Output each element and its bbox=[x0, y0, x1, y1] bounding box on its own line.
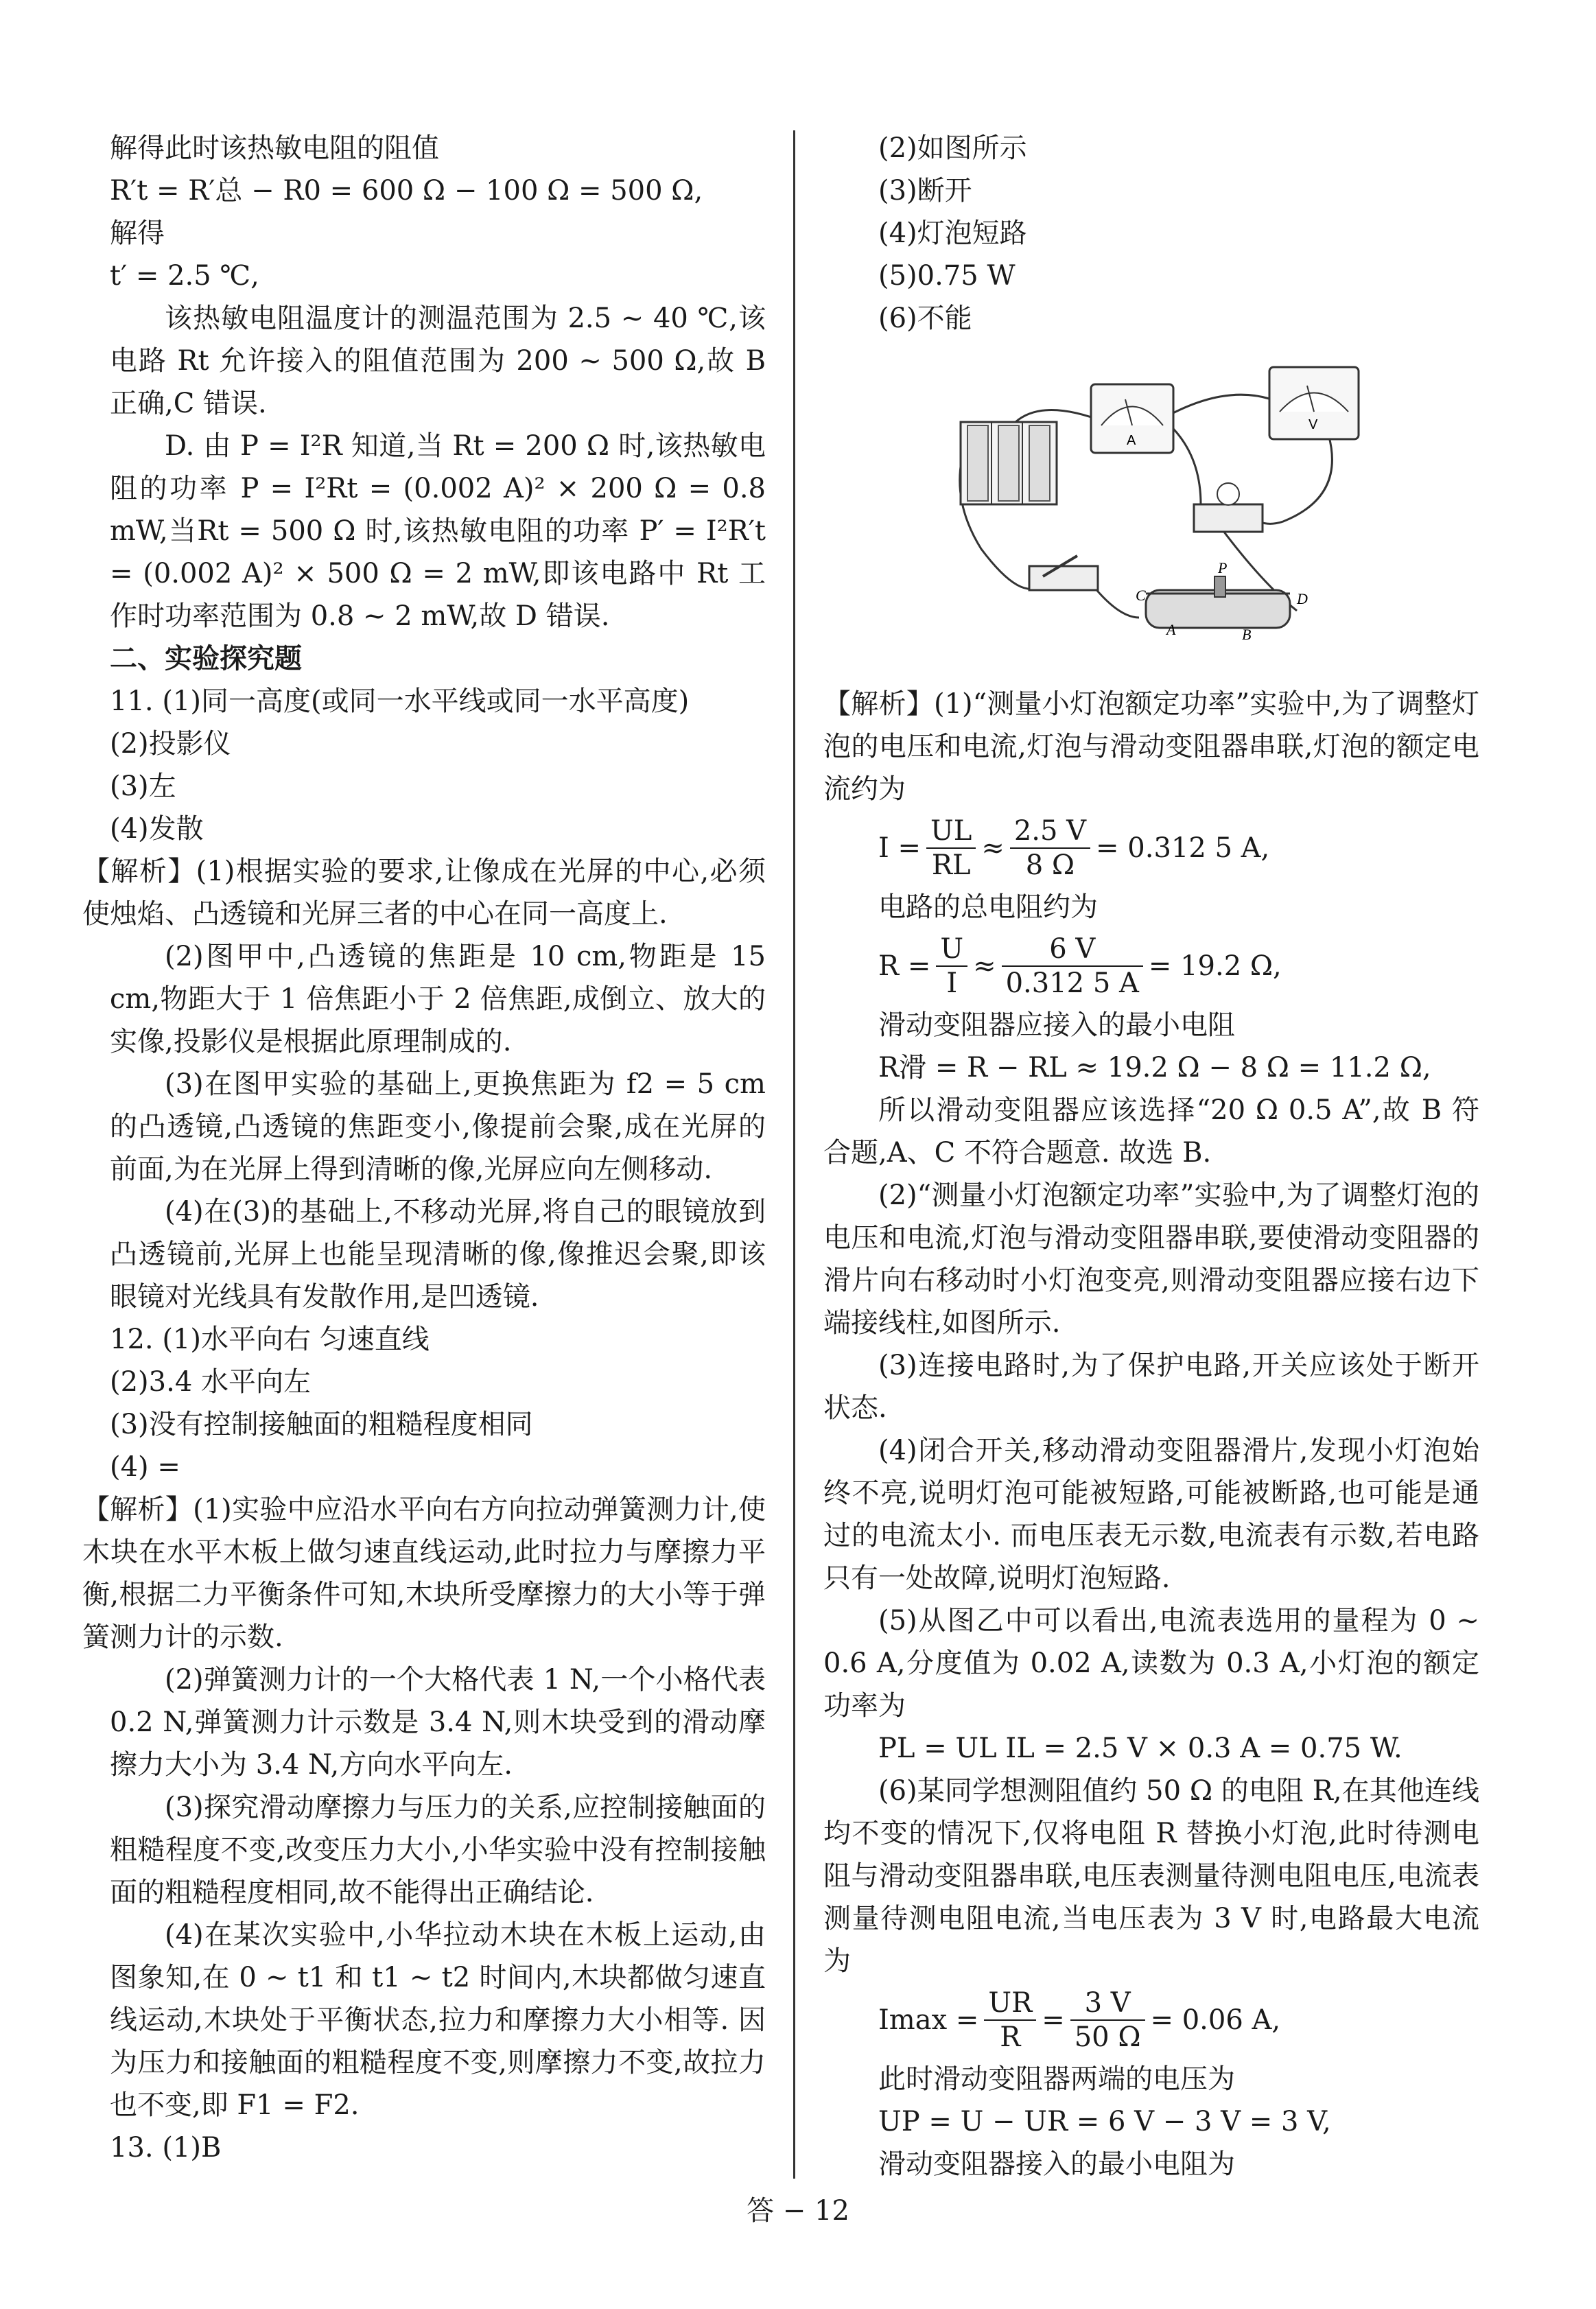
denominator: 0.312 5 A bbox=[1005, 968, 1139, 999]
numerator: UR bbox=[984, 1986, 1036, 2021]
terminal-P: P bbox=[1218, 559, 1228, 576]
section-heading: 二、实验探究题 bbox=[110, 643, 302, 675]
paragraph: (4)在某次实验中,小华拉动木块在木板上运动,由图象知,在 0 ~ t1 和 t1 ~ t2 时间内,木块都做匀速直线运动,木块处于平衡状态,拉力和摩擦力大小相等. 因为压力和接触面的粗糙程度不变,则摩擦力不变,故拉力也不变,即 F1 = F2. bbox=[110, 1919, 766, 2121]
fraction bbox=[984, 1986, 1036, 2054]
numerator: U bbox=[936, 933, 967, 967]
eq-lhs: Imax = bbox=[878, 2004, 979, 2036]
paragraph: (2)“测量小灯泡额定功率”实验中,为了调整灯泡的电压和电流,灯泡与滑动变阻器串联,要使滑动变阻器的滑片向右移动时小灯泡变亮,则滑动变阻器应接右边下端接线柱,如图所示. bbox=[823, 1180, 1479, 1339]
paragraph: (2)图甲中,凸透镜的焦距是 10 cm,物距是 15 cm,物距大于 1 倍焦距小于 2 倍焦距,成倒立、放大的实像,投影仪是根据此原理制成的. bbox=[110, 941, 766, 1057]
text-line: 此时滑动变阻器两端的电压为 bbox=[878, 2063, 1235, 2095]
answer-line: 13. (1)B bbox=[110, 2132, 222, 2164]
analysis-paragraph: 【解析】(1)“测量小灯泡额定功率”实验中,为了调整灯泡的电压和电流,灯泡与滑动变阻器串联,灯泡的额定电流约为 bbox=[823, 688, 1479, 805]
eq-operator: = bbox=[1042, 2004, 1065, 2036]
answer-line: (2)如图所示 bbox=[878, 132, 1027, 164]
answer-line: (3)断开 bbox=[878, 175, 972, 207]
paragraph: 该热敏电阻温度计的测温范围为 2.5 ~ 40 ℃,该电路 Rt 允许接入的阻值范围为 200 ~ 500 Ω,故 B 正确,C 错误. bbox=[110, 303, 766, 419]
analysis-paragraph: 【解析】(1)实验中应沿水平向右方向拉动弹簧测力计,使木块在水平木板上做匀速直线运动,此时拉力与摩擦力平衡,根据二力平衡条件可知,木块所受摩擦力的大小等于弹簧测力计的示数. bbox=[82, 1494, 766, 1653]
equation-current bbox=[823, 810, 1479, 886]
switch-icon bbox=[1029, 556, 1098, 590]
answer-line: (5)0.75 W bbox=[878, 260, 1016, 292]
eq-operator: ≈ bbox=[973, 950, 996, 982]
text-line: 解得 bbox=[110, 218, 165, 249]
paragraph: (6)某同学想测阻值约 50 Ω 的电阻 R,在其他连线均不变的情况下,仅将电阻 R 替换小灯泡,此时待测电阻与滑动变阻器串联,电压表测量待测电阻电压,电流表测量待测电阻电流,当电压表为 3 V 时,电路最大电流为 bbox=[823, 1775, 1479, 1977]
paragraph: D. 由 P = I²R 知道,当 Rt = 200 Ω 时,该热敏电阻的功率 P = I²Rt = (0.002 A)² × 200 Ω = 0.8 mW,当Rt = 500 Ω 时,该热敏电阻的功率 P′ = I²R′t = (0.002 A)² × 500 Ω = 2 mW,即该电路中 Rt 工作时功率范围为 0.8 ~ 2 mW,故 D 错误. bbox=[110, 430, 766, 632]
paragraph: (2)弹簧测力计的一个大格代表 1 N,一个小格代表 0.2 N,弹簧测力计示数是 3.4 N,则木块受到的滑动摩擦力大小为 3.4 N,方向水平向左. bbox=[110, 1664, 766, 1781]
answer-line: (4)灯泡短路 bbox=[878, 218, 1027, 249]
fraction bbox=[926, 814, 976, 882]
terminal-D: D bbox=[1297, 590, 1308, 607]
numerator: 6 V bbox=[1002, 933, 1143, 967]
answer-line: 12. (1)水平向右 匀速直线 bbox=[110, 1324, 430, 1355]
text-line: 电路的总电阻约为 bbox=[878, 891, 1098, 923]
battery-icon bbox=[961, 422, 1057, 504]
paragraph: (3)连接电路时,为了保护电路,开关应该处于断开状态. bbox=[823, 1350, 1479, 1424]
eq-rhs: = 0.312 5 A, bbox=[1096, 832, 1270, 864]
left-column bbox=[82, 127, 766, 2169]
equation: R滑 = R − RL ≈ 19.2 Ω − 8 Ω = 11.2 Ω, bbox=[878, 1052, 1431, 1083]
voltmeter-label: V bbox=[1309, 417, 1318, 432]
voltmeter-icon bbox=[1269, 367, 1359, 439]
eq-rhs: = 19.2 Ω, bbox=[1148, 950, 1282, 982]
answer-line: (4) = bbox=[110, 1451, 180, 1483]
fraction bbox=[1010, 814, 1090, 882]
terminal-A: A bbox=[1166, 621, 1176, 638]
eq-lhs: R = bbox=[878, 950, 931, 982]
equation: t′ = 2.5 ℃, bbox=[110, 260, 259, 292]
ammeter-icon bbox=[1091, 384, 1173, 453]
answer-line: (4)发散 bbox=[110, 813, 204, 845]
fraction bbox=[1070, 1986, 1145, 2054]
equation: R′t = R′总 − R0 = 600 Ω − 100 Ω = 500 Ω, bbox=[110, 175, 703, 207]
text-line: 滑动变阻器应接入的最小电阻 bbox=[878, 1009, 1235, 1041]
page-number: 答 − 12 bbox=[747, 2195, 849, 2227]
analysis-paragraph: 【解析】(1)根据实验的要求,让像成在光屏的中心,必须使烛焰、凸透镜和光屏三者的中心在同一高度上. bbox=[82, 856, 766, 930]
denominator: RL bbox=[931, 849, 971, 881]
eq-operator: ≈ bbox=[981, 832, 1005, 864]
paragraph: 所以滑动变阻器应该选择“20 Ω 0.5 A”,故 B 符合题,A、C 不符合题意. 故选 B. bbox=[823, 1094, 1479, 1169]
column-divider bbox=[793, 130, 795, 2179]
fraction bbox=[936, 933, 967, 1000]
numerator: UL bbox=[926, 814, 976, 849]
equation-max-current bbox=[823, 1982, 1479, 2058]
fraction bbox=[1002, 933, 1143, 1000]
equation: UP = U − UR = 6 V − 3 V = 3 V, bbox=[878, 2106, 1331, 2137]
rheostat-icon bbox=[1136, 559, 1308, 643]
answer-line: 11. (1)同一高度(或同一水平线或同一水平高度) bbox=[110, 685, 690, 717]
equation: PL = UL IL = 2.5 V × 0.3 A = 0.75 W. bbox=[878, 1733, 1403, 1764]
denominator: 50 Ω bbox=[1074, 2021, 1141, 2053]
paragraph: (4)在(3)的基础上,不移动光屏,将自己的眼镜放到凸透镜前,光屏上也能呈现清晰的像,像推迟会聚,即该眼镜对光线具有发散作用,是凹透镜. bbox=[110, 1196, 766, 1313]
circuit-diagram bbox=[940, 357, 1365, 659]
paragraph: (4)闭合开关,移动滑动变阻器滑片,发现小灯泡始终不亮,说明灯泡可能被短路,可能被断路,也可能是通过的电流太小. 而电压表无示数,电流表有示数,若电路只有一处故障,说明灯泡短路. bbox=[823, 1435, 1479, 1594]
answer-line: (2)投影仪 bbox=[110, 728, 231, 760]
numerator: 2.5 V bbox=[1010, 814, 1090, 849]
denominator: R bbox=[1000, 2021, 1021, 2053]
equation-resistance bbox=[823, 928, 1479, 1004]
answer-line: (3)没有控制接触面的粗糙程度相同 bbox=[110, 1409, 533, 1440]
answer-line: (3)左 bbox=[110, 771, 176, 802]
denominator: 8 Ω bbox=[1025, 849, 1075, 881]
ammeter-label: A bbox=[1127, 433, 1136, 448]
paragraph: (5)从图乙中可以看出,电流表选用的量程为 0 ~ 0.6 A,分度值为 0.02 A,读数为 0.3 A,小灯泡的额定功率为 bbox=[823, 1605, 1479, 1722]
text-line: 解得此时该热敏电阻的阻值 bbox=[110, 132, 439, 164]
paragraph: (3)在图甲实验的基础上,更换焦距为 f2 = 5 cm 的凸透镜,凸透镜的焦距变小,像提前会聚,成在光屏的前面,为在光屏上得到清晰的像,光屏应向左侧移动. bbox=[110, 1068, 766, 1185]
terminal-C: C bbox=[1136, 587, 1146, 604]
eq-lhs: I = bbox=[878, 832, 922, 864]
answer-line: (2)3.4 水平向左 bbox=[110, 1366, 311, 1398]
denominator: I bbox=[946, 968, 958, 999]
numerator: 3 V bbox=[1070, 1986, 1145, 2021]
paragraph: (3)探究滑动摩擦力与压力的关系,应控制接触面的粗糙程度不变,改变压力大小,小华实验中没有控制接触面的粗糙程度相同,故不能得出正确结论. bbox=[110, 1792, 766, 1908]
eq-rhs: = 0.06 A, bbox=[1150, 2004, 1281, 2036]
terminal-B: B bbox=[1242, 626, 1252, 643]
text-line: 滑动变阻器接入的最小电阻为 bbox=[878, 2148, 1235, 2180]
answer-line: (6)不能 bbox=[878, 303, 972, 334]
lamp-icon bbox=[1194, 483, 1263, 532]
